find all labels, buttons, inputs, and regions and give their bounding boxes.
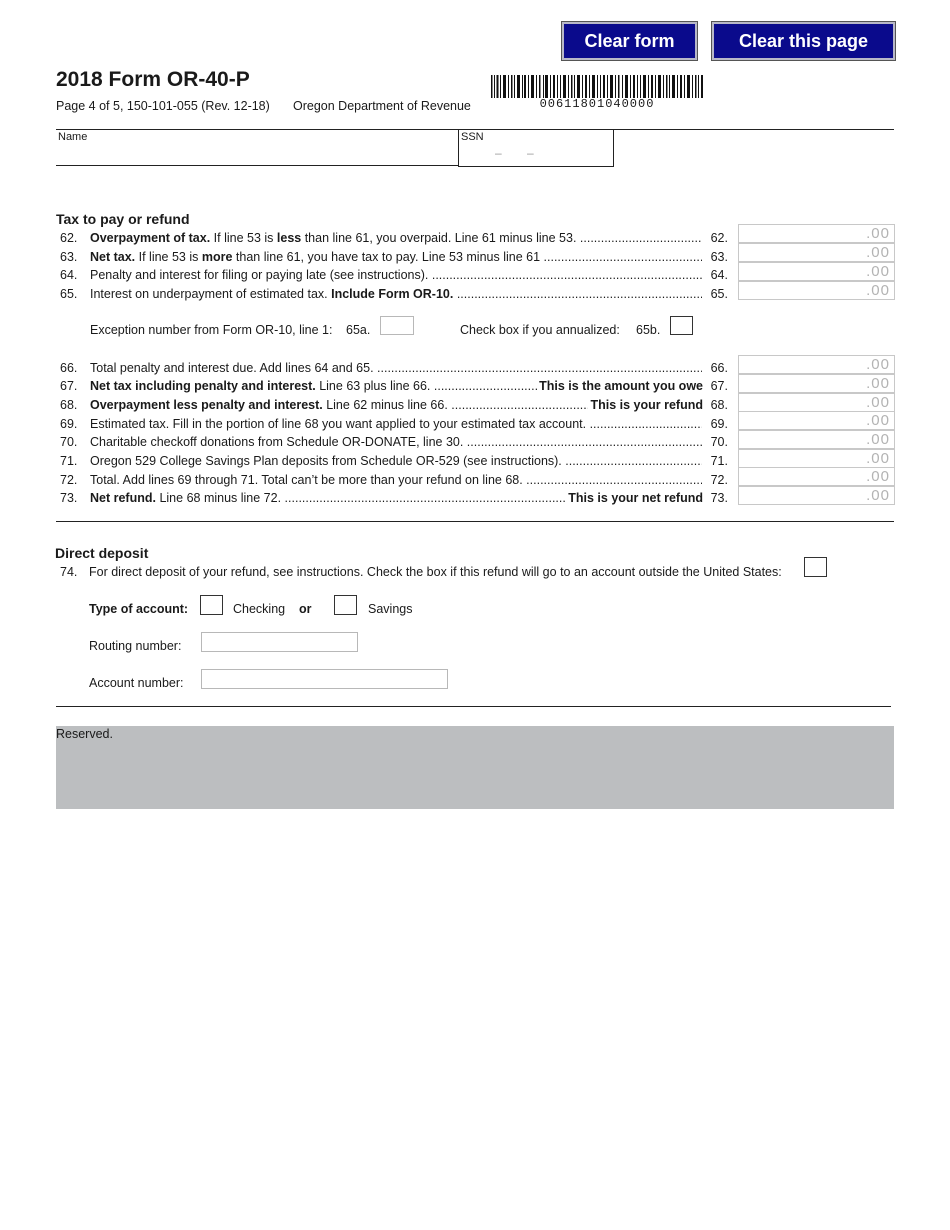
- account-type-label: Type of account:: [89, 602, 189, 616]
- line-65-amount-input[interactable]: .00: [738, 281, 895, 300]
- barcode-image: [491, 75, 703, 98]
- line-63-amount-input[interactable]: .00: [738, 243, 895, 262]
- line-63: 63. Net tax. If line 53 is more than line 61, you have tax to pay. Line 53 minus line 61 ..... 63.: [56, 248, 728, 266]
- line-64-amount-input[interactable]: .00: [738, 262, 895, 281]
- line-74-number: 74.: [60, 565, 78, 579]
- line-66: 66. Total penalty and interest due. Add lines 64 and 65. ..... 66.: [56, 359, 728, 377]
- savings-checkbox[interactable]: [334, 595, 357, 615]
- foreign-account-checkbox[interactable]: [804, 557, 827, 577]
- line-70-amount-input[interactable]: .00: [738, 430, 895, 449]
- annualized-label: Check box if you annualized:: [460, 323, 620, 337]
- line-67-amount-input[interactable]: .00: [738, 374, 895, 393]
- line-67: 67. Net tax including penalty and interest. Line 63 plus line 66. ..... This is the amount you owe 67.: [56, 377, 728, 395]
- deposit-divider: [56, 706, 891, 707]
- name-label: Name: [58, 131, 88, 143]
- direct-deposit-heading: Direct deposit: [55, 545, 149, 561]
- line-64: 64. Penalty and interest for filing or paying late (see instructions). ..... 64.: [56, 266, 728, 284]
- line-73-amount-input[interactable]: .00: [738, 486, 895, 505]
- annualized-checkbox[interactable]: [670, 316, 693, 335]
- ssn-field[interactable]: [458, 129, 614, 167]
- tax-section-heading: Tax to pay or refund: [56, 211, 190, 227]
- line-68: 68. Overpayment less penalty and interest. Line 62 minus line 66. ..... This is your refund 68.: [56, 396, 728, 414]
- ssn-label: SSN: [461, 131, 484, 143]
- checking-label: Checking: [233, 602, 286, 616]
- savings-label: Savings: [368, 602, 413, 616]
- line-65a-label: 65a.: [346, 323, 371, 337]
- section-divider: [56, 521, 894, 522]
- exception-label: Exception number from Form OR-10, line 1:: [90, 323, 333, 337]
- form-title: 2018 Form OR-40-P: [56, 68, 250, 91]
- line-72-amount-input[interactable]: .00: [738, 467, 895, 486]
- account-number-input[interactable]: [201, 669, 448, 689]
- line-62-amount-input[interactable]: .00: [738, 224, 895, 243]
- clear-page-button[interactable]: Clear this page: [712, 22, 895, 60]
- line-62: 62. Overpayment of tax. If line 53 is less than line 61, you overpaid. Line 61 minus line 53. ..... 62.: [56, 229, 728, 247]
- line-71: 71. Oregon 529 College Savings Plan deposits from Schedule OR-529 (see instructions). ..... 71.: [56, 452, 728, 470]
- or-label: or: [299, 602, 312, 616]
- reserved-label: Reserved.: [56, 727, 113, 741]
- reserved-area: [56, 726, 894, 809]
- ssn-dash-1: –: [495, 146, 502, 160]
- routing-number-label: Routing number:: [89, 639, 182, 653]
- line-65b-label: 65b.: [636, 323, 661, 337]
- line-73: 73. Net refund. Line 68 minus line 72. ..... This is your net refund 73.: [56, 489, 728, 507]
- line-71-amount-input[interactable]: .00: [738, 449, 895, 468]
- line-65a-input[interactable]: [380, 316, 414, 335]
- ssn-dash-2: –: [527, 146, 534, 160]
- line-69: 69. Estimated tax. Fill in the portion of line 68 you want applied to your estimated tax account. ..... 69.: [56, 415, 728, 433]
- line-72: 72. Total. Add lines 69 through 71. Total can’t be more than your refund on line 68. ..... 72.: [56, 471, 728, 489]
- line-68-amount-input[interactable]: .00: [738, 393, 895, 412]
- line-69-amount-input[interactable]: .00: [738, 411, 895, 430]
- routing-number-input[interactable]: [201, 632, 358, 652]
- line-70: 70. Charitable checkoff donations from Schedule OR-DONATE, line 30. ..... 70.: [56, 433, 728, 451]
- clear-form-button[interactable]: Clear form: [562, 22, 697, 60]
- page-info: Page 4 of 5, 150-101-055 (Rev. 12-18): [56, 99, 270, 113]
- line-65: 65. Interest on underpayment of estimated tax. Include Form OR-10. ..... 65.: [56, 285, 728, 303]
- barcode-number: 00611801040000: [539, 97, 655, 111]
- checking-checkbox[interactable]: [200, 595, 223, 615]
- name-field[interactable]: [56, 129, 458, 166]
- account-number-label: Account number:: [89, 676, 184, 690]
- line-74-text: For direct deposit of your refund, see instructions. Check the box if this refund will go to an account outside the United States:: [89, 565, 782, 579]
- line-66-amount-input[interactable]: .00: [738, 355, 895, 374]
- department-name: Oregon Department of Revenue: [293, 99, 471, 113]
